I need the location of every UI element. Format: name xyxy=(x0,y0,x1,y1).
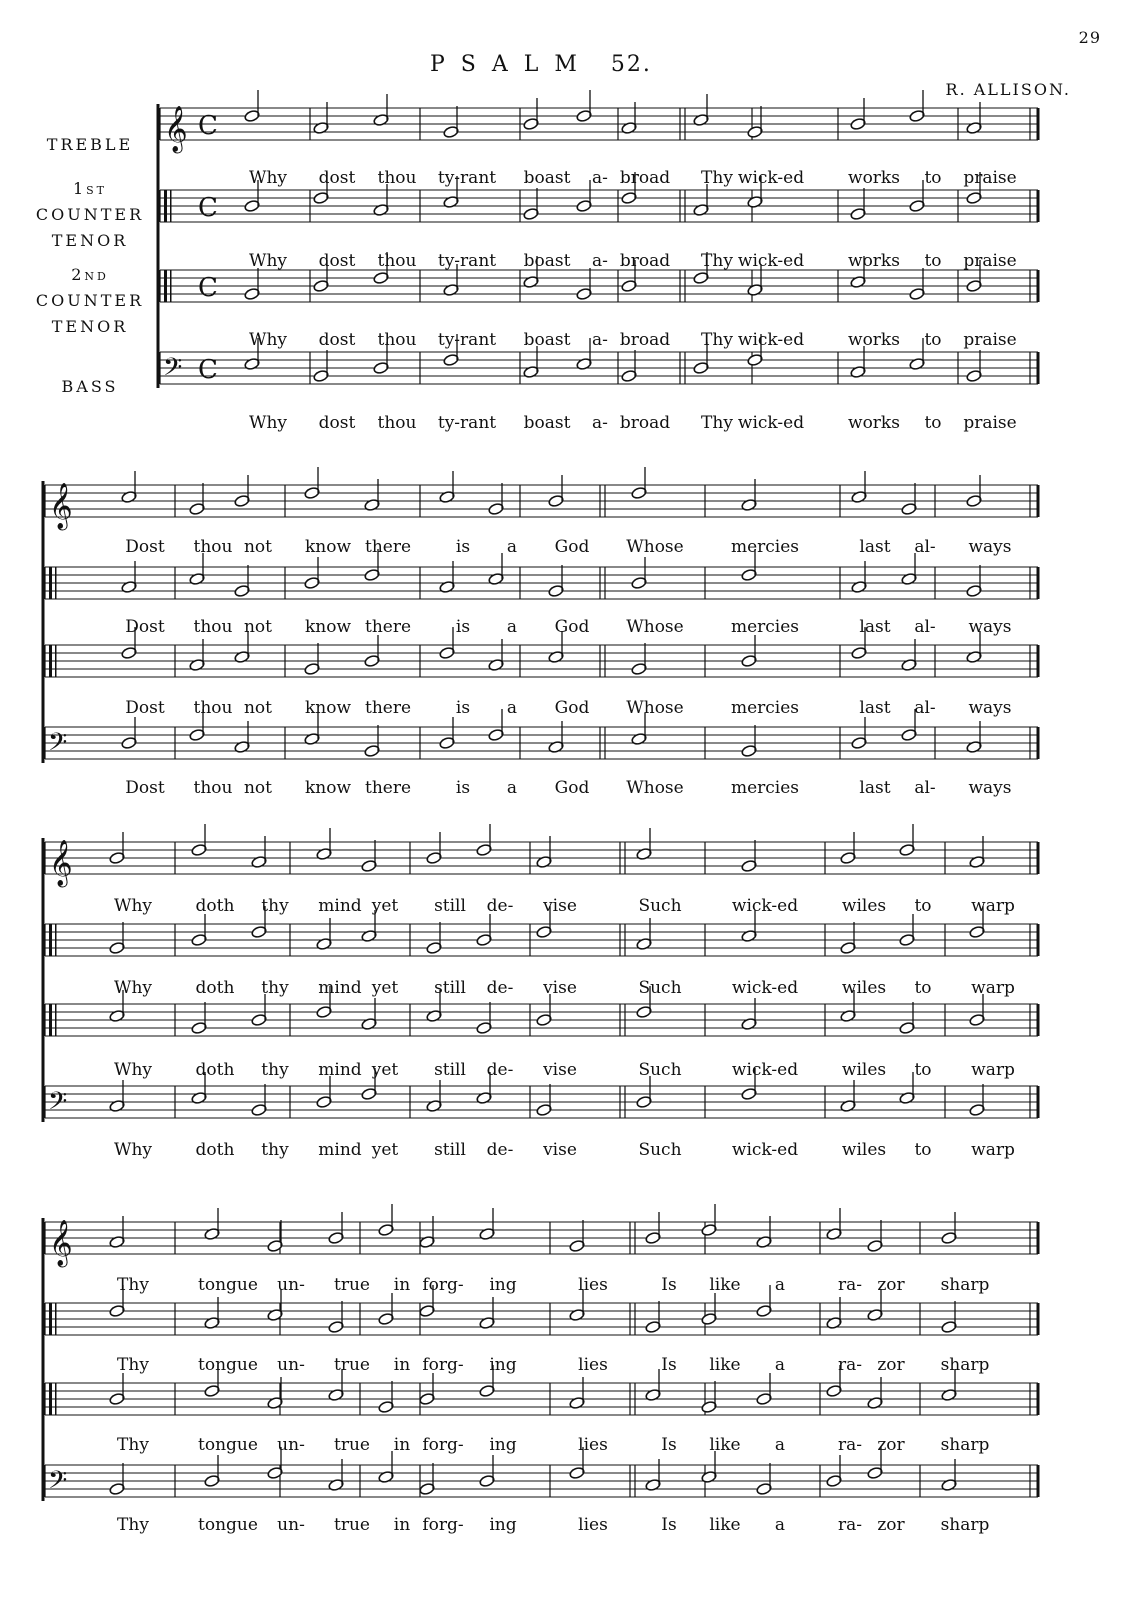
c-clef-line xyxy=(55,1383,57,1415)
lyric-word: Thy xyxy=(117,1275,149,1295)
bass-clef-icon: 𝄢 xyxy=(48,1466,68,1501)
lyric-word: last xyxy=(859,698,891,718)
lyric-word: boast xyxy=(523,251,571,271)
lyric-word: still xyxy=(434,978,466,998)
lyric-word: still xyxy=(434,1060,466,1080)
lyric-word: Is xyxy=(661,1275,677,1295)
lyric-word: mind xyxy=(318,1060,362,1080)
lyric-word: dost xyxy=(318,330,356,350)
lyric-word: wiles xyxy=(841,1140,887,1160)
lyric-word: ra- xyxy=(837,1435,863,1455)
page-number: 29 xyxy=(1078,28,1101,47)
lyric-word: boast xyxy=(523,330,571,350)
lyric-word: wick-ed xyxy=(737,413,805,433)
lyric-word: dost xyxy=(318,413,356,433)
lyric-word: last xyxy=(859,778,891,798)
lyric-word: there xyxy=(364,537,412,557)
lyric-word: know xyxy=(304,537,352,557)
lyric-word: still xyxy=(434,896,466,916)
lyric-word: thou xyxy=(193,698,233,718)
lyric-word: works xyxy=(848,413,900,433)
lyric-word: to xyxy=(914,896,932,916)
lyric-word: forg- xyxy=(422,1435,464,1455)
lyric-word: de- xyxy=(486,1140,514,1160)
c-clef-icon xyxy=(49,645,52,677)
lyric-word: ty-rant xyxy=(437,168,497,188)
lyric-word: ra- xyxy=(837,1355,863,1375)
lyric-word: vise xyxy=(543,896,577,916)
lyric-word: Dost xyxy=(125,617,165,637)
lyric-word: lies xyxy=(578,1355,608,1375)
bass-clef-icon: 𝄢 xyxy=(163,353,183,388)
lyric-word: God xyxy=(554,617,590,637)
lyric-word: like xyxy=(709,1435,741,1455)
lyric-word: zor xyxy=(877,1515,905,1535)
lyric-word: is xyxy=(455,617,471,637)
lyric-word: ways xyxy=(968,698,1012,718)
lyric-word: lies xyxy=(578,1515,608,1535)
lyric-word: wiles xyxy=(841,1060,887,1080)
voice-label-counter-1: COUNTER xyxy=(35,205,145,224)
lyric-word: not xyxy=(243,778,273,798)
lyric-word: ing xyxy=(489,1515,517,1535)
lyric-word: wick-ed xyxy=(737,330,805,350)
lyric-word: yet xyxy=(371,896,399,916)
bass-clef-icon: 𝄢 xyxy=(48,728,68,763)
lyric-word: wick-ed xyxy=(731,1140,799,1160)
lyric-word: Thy xyxy=(117,1355,149,1375)
c-clef-icon xyxy=(49,924,52,956)
lyric-word: know xyxy=(304,698,352,718)
treble-clef-icon: 𝄞 xyxy=(49,483,73,529)
lyric-word: Whose xyxy=(626,617,684,637)
lyric-word: un- xyxy=(277,1355,305,1375)
lyric-word: wick-ed xyxy=(731,978,799,998)
c-clef-line xyxy=(170,190,172,222)
lyric-word: al- xyxy=(914,698,936,718)
lyric-word: al- xyxy=(914,778,936,798)
c-clef-icon xyxy=(164,270,167,302)
lyric-word: Is xyxy=(661,1355,677,1375)
lyric-word: lies xyxy=(578,1275,608,1295)
lyric-word: thy xyxy=(261,978,289,998)
lyric-word: un- xyxy=(277,1435,305,1455)
c-clef-line xyxy=(55,567,57,599)
lyric-word: warp xyxy=(971,1140,1015,1160)
c-clef-icon xyxy=(49,1004,52,1036)
lyric-word: last xyxy=(859,617,891,637)
lyric-word: Dost xyxy=(125,778,165,798)
lyric-word: zor xyxy=(877,1435,905,1455)
lyric-word: forg- xyxy=(422,1515,464,1535)
lyric-word: not xyxy=(243,698,273,718)
lyric-word: to xyxy=(924,251,942,271)
voice-label-treble-text: TREBLE xyxy=(46,135,134,154)
lyric-word: yet xyxy=(371,1060,399,1080)
lyric-word: forg- xyxy=(422,1355,464,1375)
lyric-word: Thy xyxy=(117,1435,149,1455)
lyric-word: ra- xyxy=(837,1515,863,1535)
lyric-word: mercies xyxy=(730,698,800,718)
lyric-word: praise xyxy=(963,251,1017,271)
voice-label-ordinal-2: 2nd xyxy=(71,265,109,284)
c-clef-icon xyxy=(49,1303,52,1335)
voice-label-ordinal-1: 1st xyxy=(72,179,108,198)
lyric-word: al- xyxy=(914,617,936,637)
lyric-word: thou xyxy=(193,537,233,557)
lyric-word: Thy xyxy=(701,413,733,433)
lyric-word: praise xyxy=(963,413,1017,433)
voice-label-counter-2: COUNTER xyxy=(35,291,145,310)
lyric-word: not xyxy=(243,617,273,637)
time-signature: C xyxy=(198,273,218,303)
lyric-word: a xyxy=(774,1435,786,1455)
voice-label-tenor-2: TENOR xyxy=(51,317,129,336)
c-clef-line xyxy=(55,645,57,677)
lyric-word: in xyxy=(393,1435,411,1455)
lyric-word: doth xyxy=(195,978,235,998)
composer-name: R. ALLISON. xyxy=(945,80,1071,99)
treble-clef-icon: 𝄞 xyxy=(49,1220,73,1266)
lyric-word: doth xyxy=(195,1140,235,1160)
lyric-word: boast xyxy=(523,413,571,433)
lyric-word: Dost xyxy=(125,698,165,718)
lyric-word: works xyxy=(848,330,900,350)
lyric-word: is xyxy=(455,537,471,557)
lyric-word: thou xyxy=(377,251,417,271)
lyric-word: like xyxy=(709,1275,741,1295)
lyric-word: thy xyxy=(261,896,289,916)
lyric-word: praise xyxy=(963,168,1017,188)
lyric-word: there xyxy=(364,698,412,718)
lyric-word: doth xyxy=(195,1060,235,1080)
lyric-word: tongue xyxy=(198,1515,258,1535)
lyric-word: Why xyxy=(248,168,288,188)
lyric-word: dost xyxy=(318,168,356,188)
lyric-word: ing xyxy=(489,1435,517,1455)
time-signature: C xyxy=(198,193,218,223)
voice-label-tenor-1: TENOR xyxy=(51,231,129,250)
lyric-word: true xyxy=(334,1355,370,1375)
lyric-word: warp xyxy=(971,1060,1015,1080)
lyric-word: thou xyxy=(193,778,233,798)
lyric-word: warp xyxy=(971,978,1015,998)
lyric-word: a xyxy=(506,698,518,718)
lyric-word: works xyxy=(848,251,900,271)
lyric-word: sharp xyxy=(940,1275,990,1295)
lyric-word: ways xyxy=(968,778,1012,798)
lyric-word: mind xyxy=(318,896,362,916)
lyric-word: to xyxy=(924,330,942,350)
lyric-word: de- xyxy=(486,978,514,998)
lyric-word: mind xyxy=(318,978,362,998)
lyric-word: vise xyxy=(543,978,577,998)
lyric-word: Thy xyxy=(701,330,733,350)
lyric-word: works xyxy=(848,168,900,188)
lyric-word: there xyxy=(364,778,412,798)
lyric-word: al- xyxy=(914,537,936,557)
lyric-word: ty-rant xyxy=(437,413,497,433)
lyric-word: boast xyxy=(523,168,571,188)
lyric-word: thou xyxy=(193,617,233,637)
lyric-word: a- xyxy=(592,330,608,350)
lyric-word: tongue xyxy=(198,1275,258,1295)
lyric-word: Why xyxy=(248,251,288,271)
title-word: PSALM xyxy=(430,52,593,77)
lyric-word: mercies xyxy=(730,537,800,557)
lyric-word: broad xyxy=(619,168,671,188)
c-clef-line xyxy=(55,1303,57,1335)
c-clef-line xyxy=(55,1004,57,1036)
lyric-word: ra- xyxy=(837,1275,863,1295)
lyric-word: yet xyxy=(371,978,399,998)
lyric-word: Thy xyxy=(117,1515,149,1535)
lyric-word: true xyxy=(334,1435,370,1455)
lyric-word: ty-rant xyxy=(437,251,497,271)
lyric-word: a- xyxy=(592,413,608,433)
lyric-word: un- xyxy=(277,1275,305,1295)
lyric-word: mind xyxy=(318,1140,362,1160)
lyric-word: to xyxy=(914,1140,932,1160)
lyric-word: broad xyxy=(619,413,671,433)
lyric-word: Why xyxy=(113,1060,153,1080)
c-clef-icon xyxy=(49,1383,52,1415)
lyric-word: thou xyxy=(377,330,417,350)
lyric-word: true xyxy=(334,1275,370,1295)
lyric-word: like xyxy=(709,1515,741,1535)
lyric-word: Such xyxy=(638,1140,682,1160)
psalm-number: 52. xyxy=(610,52,652,77)
lyric-word: Why xyxy=(113,978,153,998)
lyric-word: Is xyxy=(661,1435,677,1455)
lyric-word: wick-ed xyxy=(731,896,799,916)
lyric-word: Why xyxy=(113,896,153,916)
lyric-word: to xyxy=(914,1060,932,1080)
treble-clef-icon: 𝄞 xyxy=(164,106,188,152)
lyric-word: God xyxy=(554,698,590,718)
lyric-word: thou xyxy=(377,413,417,433)
lyric-word: broad xyxy=(619,251,671,271)
lyric-word: tongue xyxy=(198,1355,258,1375)
lyric-word: broad xyxy=(619,330,671,350)
lyric-word: know xyxy=(304,617,352,637)
lyric-word: Whose xyxy=(626,698,684,718)
lyric-word: to xyxy=(924,168,942,188)
lyric-word: wiles xyxy=(841,978,887,998)
lyric-word: a xyxy=(506,617,518,637)
lyric-word: Is xyxy=(661,1515,677,1535)
lyric-word: Whose xyxy=(626,778,684,798)
lyric-word: God xyxy=(554,778,590,798)
lyric-word: is xyxy=(455,778,471,798)
lyric-word: warp xyxy=(971,896,1015,916)
lyric-word: sharp xyxy=(940,1355,990,1375)
lyric-word: God xyxy=(554,537,590,557)
lyric-word: Why xyxy=(248,413,288,433)
time-signature: C xyxy=(198,111,218,141)
lyric-word: wick-ed xyxy=(731,1060,799,1080)
lyric-word: to xyxy=(924,413,942,433)
c-clef-icon xyxy=(164,190,167,222)
lyric-word: a- xyxy=(592,251,608,271)
lyric-word: zor xyxy=(877,1355,905,1375)
time-signature: C xyxy=(198,355,218,385)
lyric-word: tongue xyxy=(198,1435,258,1455)
lyric-word: wick-ed xyxy=(737,168,805,188)
lyric-word: in xyxy=(393,1355,411,1375)
lyric-word: mercies xyxy=(730,617,800,637)
lyric-word: sharp xyxy=(940,1515,990,1535)
lyric-word: in xyxy=(393,1515,411,1535)
lyric-word: Dost xyxy=(125,537,165,557)
bass-clef-icon: 𝄢 xyxy=(48,1087,68,1122)
lyric-word: in xyxy=(393,1275,411,1295)
c-clef-line xyxy=(170,270,172,302)
lyric-word: wick-ed xyxy=(737,251,805,271)
lyric-word: yet xyxy=(371,1140,399,1160)
lyric-word: like xyxy=(709,1355,741,1375)
lyric-word: know xyxy=(304,778,352,798)
lyric-word: still xyxy=(434,1140,466,1160)
lyric-word: ing xyxy=(489,1355,517,1375)
lyric-word: forg- xyxy=(422,1275,464,1295)
lyric-word: Such xyxy=(638,896,682,916)
lyric-word: wiles xyxy=(841,896,887,916)
lyric-word: a xyxy=(774,1275,786,1295)
lyric-word: thou xyxy=(377,168,417,188)
lyric-word: Thy xyxy=(701,251,733,271)
lyric-word: Why xyxy=(248,330,288,350)
lyric-word: thy xyxy=(261,1140,289,1160)
lyric-word: doth xyxy=(195,896,235,916)
lyric-word: Thy xyxy=(701,168,733,188)
treble-clef-icon: 𝄞 xyxy=(49,840,73,886)
lyric-word: a- xyxy=(592,168,608,188)
lyric-word: lies xyxy=(578,1435,608,1455)
lyric-word: vise xyxy=(543,1140,577,1160)
lyric-word: Such xyxy=(638,978,682,998)
lyric-word: sharp xyxy=(940,1435,990,1455)
lyric-word: a xyxy=(506,778,518,798)
lyric-word: true xyxy=(334,1515,370,1535)
lyric-word: un- xyxy=(277,1515,305,1535)
lyric-word: vise xyxy=(543,1060,577,1080)
lyric-word: mercies xyxy=(730,778,800,798)
lyric-word: Whose xyxy=(626,537,684,557)
lyric-word: ing xyxy=(489,1275,517,1295)
lyric-word: de- xyxy=(486,896,514,916)
lyric-word: a xyxy=(506,537,518,557)
lyric-word: a xyxy=(774,1515,786,1535)
c-clef-line xyxy=(55,924,57,956)
lyric-word: zor xyxy=(877,1275,905,1295)
lyric-word: ways xyxy=(968,617,1012,637)
lyric-word: de- xyxy=(486,1060,514,1080)
lyric-word: a xyxy=(774,1355,786,1375)
lyric-word: ways xyxy=(968,537,1012,557)
lyric-word: dost xyxy=(318,251,356,271)
lyric-word: is xyxy=(455,698,471,718)
lyric-word: there xyxy=(364,617,412,637)
c-clef-icon xyxy=(49,567,52,599)
lyric-word: thy xyxy=(261,1060,289,1080)
lyric-word: praise xyxy=(963,330,1017,350)
lyric-word: Such xyxy=(638,1060,682,1080)
lyric-word: ty-rant xyxy=(437,330,497,350)
lyric-word: not xyxy=(243,537,273,557)
lyric-word: Why xyxy=(113,1140,153,1160)
lyric-word: to xyxy=(914,978,932,998)
voice-label-bass-text: BASS xyxy=(61,377,119,396)
lyric-word: last xyxy=(859,537,891,557)
